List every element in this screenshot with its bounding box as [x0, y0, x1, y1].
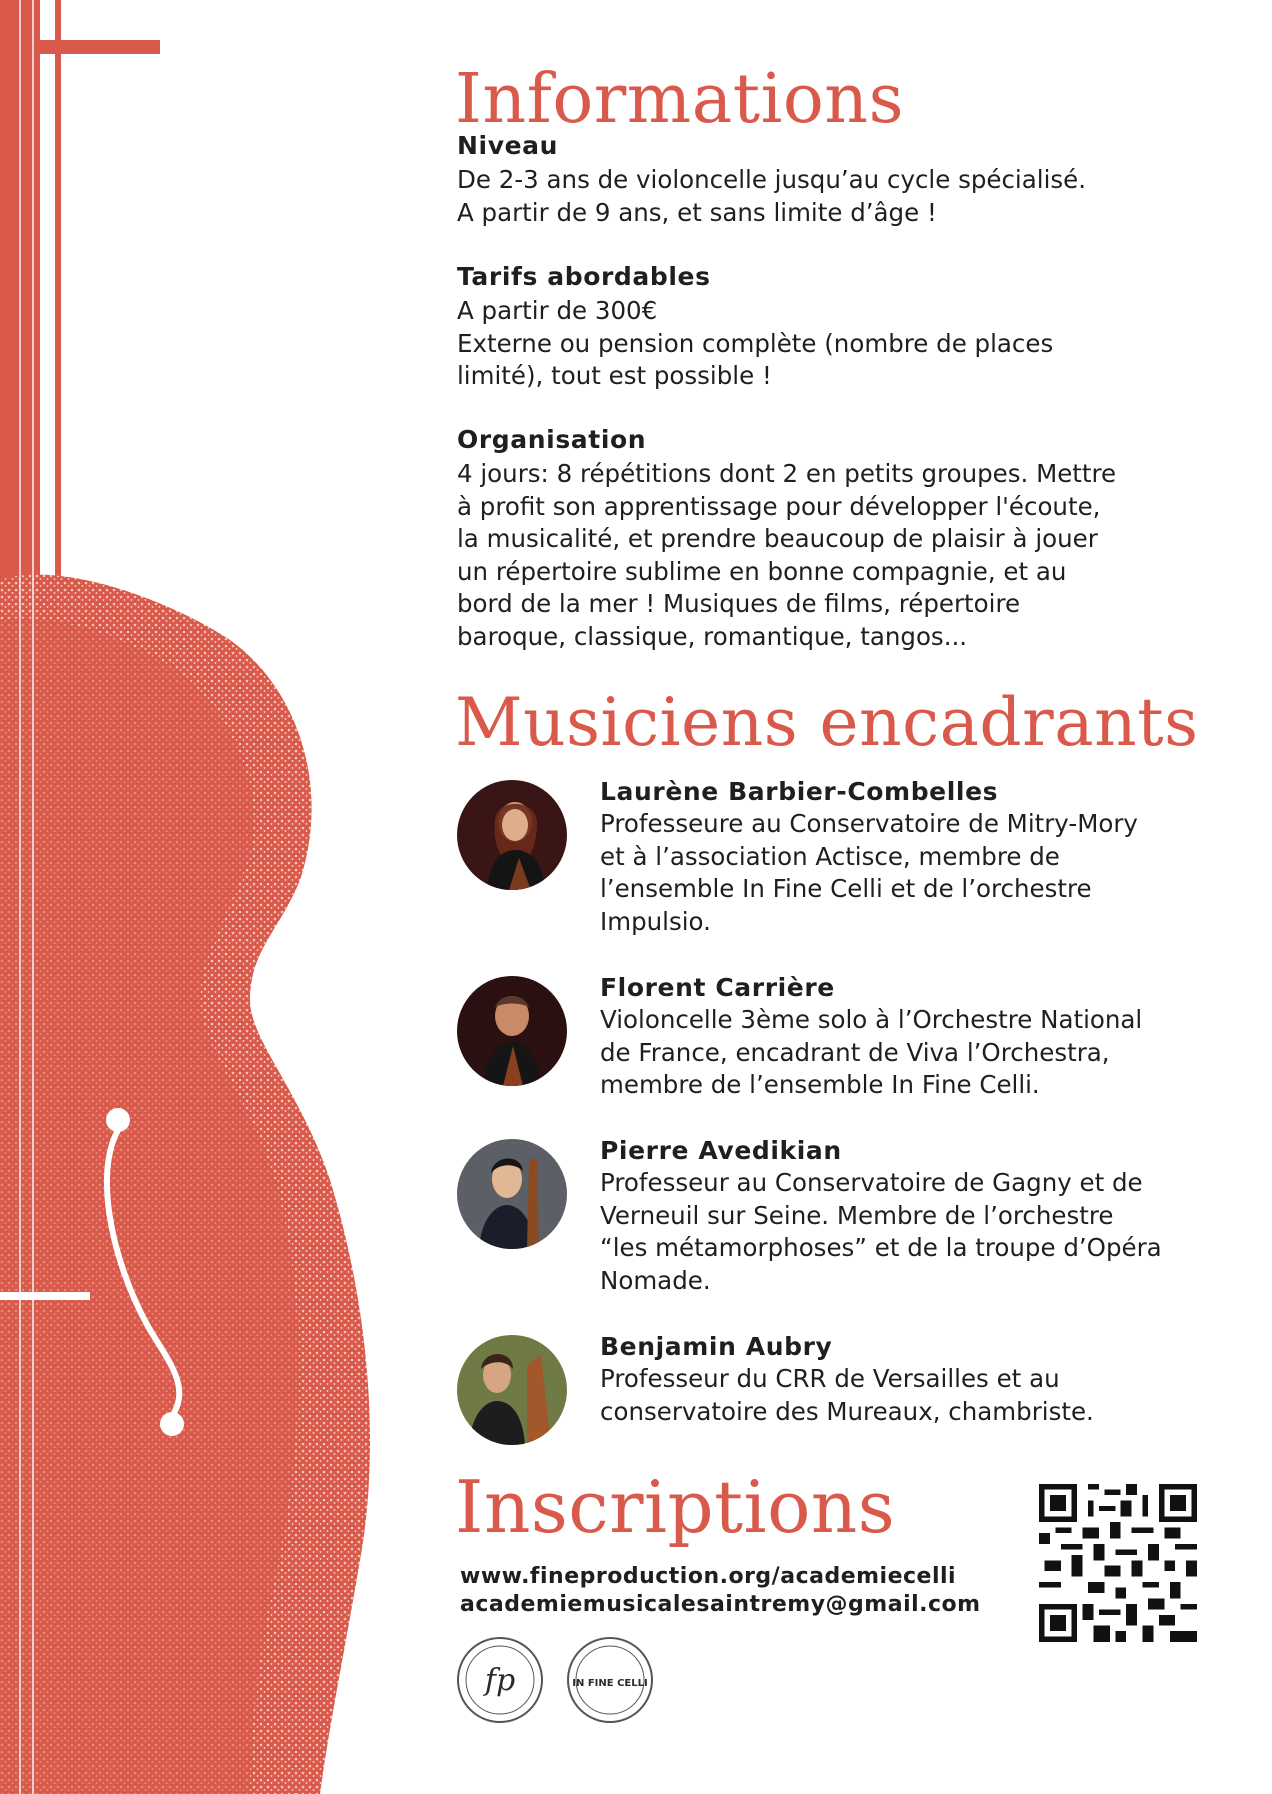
organisation-line: baroque, classique, romantique, tangos... [457, 621, 968, 651]
avatar [457, 1335, 567, 1445]
musician-bio [600, 808, 1138, 938]
musician-bio-line: conservatoire des Mureaux, chambriste. [600, 1396, 1094, 1426]
niveau-section [457, 131, 1086, 229]
avatar [457, 780, 567, 890]
musician-card [457, 1136, 1217, 1295]
ifc-logo-text: IN FINE CELLI [572, 1678, 648, 1689]
organisation-line: 4 jours: 8 répétitions dont 2 en petits groupes. Mettre [457, 459, 1117, 488]
musician-card [457, 1332, 1217, 1475]
niveau-heading: Niveau [457, 131, 559, 160]
website-link[interactable]: www.fineproduction.org/academiecelli [460, 1564, 957, 1589]
tarifs-line: Externe ou pension complète (nombre de places [457, 328, 1054, 358]
tarifs-line: limité), tout est possible ! [457, 361, 772, 390]
musician-name: Benjamin Aubry [600, 1332, 833, 1361]
niveau-text [457, 164, 1086, 229]
in-fine-celli-logo [566, 1636, 654, 1724]
musician-info [600, 973, 1142, 1102]
organisation-line: bord de la mer ! Musiques de films, répertoire [457, 589, 1021, 618]
musician-bio [600, 1167, 1162, 1297]
organisation-heading: Organisation [457, 425, 647, 454]
musician-bio-line: de France, encadrant de Viva l’Orchestra, [600, 1037, 1110, 1067]
musician-bio-line: Nomade. [600, 1265, 711, 1295]
musician-bio [600, 1004, 1142, 1102]
musician-bio-line: et à l’association Actisce, membre de [600, 841, 1060, 871]
musician-bio-line: Verneuil sur Seine. Membre de l’orchestre [600, 1200, 1114, 1230]
musician-bio-line: l’ensemble In Fine Celli et de l’orchestre [600, 874, 1092, 903]
organisation-line: la musicalité, et prendre beaucoup de plaisir à jouer [457, 524, 1098, 553]
organisation-line: à profit son apprentissage pour développer l'écoute, [457, 491, 1101, 521]
musician-bio-line: “les métamorphoses” et de la troupe d’Opéra [600, 1233, 1162, 1262]
niveau-line: A partir de 9 ans, et sans limite d’âge ! [457, 197, 937, 227]
fine-production-logo [456, 1636, 544, 1724]
musician-card [457, 973, 1217, 1116]
informations-title: Informations [455, 60, 904, 139]
organisation-line: un répertoire sublime en bonne compagnie, et au [457, 556, 1067, 586]
musician-name: Florent Carrière [600, 973, 835, 1002]
musician-bio-line: Impulsio. [600, 906, 711, 936]
musician-bio-line: Professeur du CRR de Versailles et au [600, 1364, 1060, 1393]
musician-card [457, 777, 1217, 936]
email-link[interactable]: academiemusicalesaintremy@gmail.com [460, 1592, 981, 1617]
avatar [457, 976, 567, 1086]
musician-info [600, 777, 1138, 938]
tarifs-line: A partir de 300€ [457, 296, 658, 325]
musician-bio-line: Violoncelle 3ème solo à l’Orchestre National [600, 1005, 1143, 1034]
tarifs-heading: Tarifs abordables [457, 262, 711, 291]
tarifs-text [457, 295, 1053, 393]
musician-name: Laurène Barbier-Combelles [600, 777, 999, 806]
fp-logo-text: fp [484, 1663, 516, 1698]
organisation-section [457, 425, 1116, 653]
musician-bio-line: Professeure au Conservatoire de Mitry-Mory [600, 809, 1138, 838]
niveau-line: De 2-3 ans de violoncelle jusqu’au cycle spécialisé. [457, 165, 1086, 194]
musician-info [600, 1136, 1162, 1297]
musiciens-title: Musiciens encadrants [455, 684, 1199, 761]
musician-info [600, 1332, 1094, 1428]
inscriptions-title: Inscriptions [455, 1465, 896, 1549]
qr-code-icon[interactable] [1039, 1484, 1197, 1642]
avatar [457, 1139, 567, 1249]
musician-bio-line: membre de l’ensemble In Fine Celli. [600, 1070, 1040, 1099]
musician-name: Pierre Avedikian [600, 1136, 842, 1165]
musician-bio [600, 1363, 1094, 1428]
cello-illustration [0, 0, 420, 1794]
musician-bio-line: Professeur au Conservatoire de Gagny et de [600, 1168, 1143, 1197]
tarifs-section [457, 262, 1053, 393]
organisation-text [457, 458, 1116, 653]
